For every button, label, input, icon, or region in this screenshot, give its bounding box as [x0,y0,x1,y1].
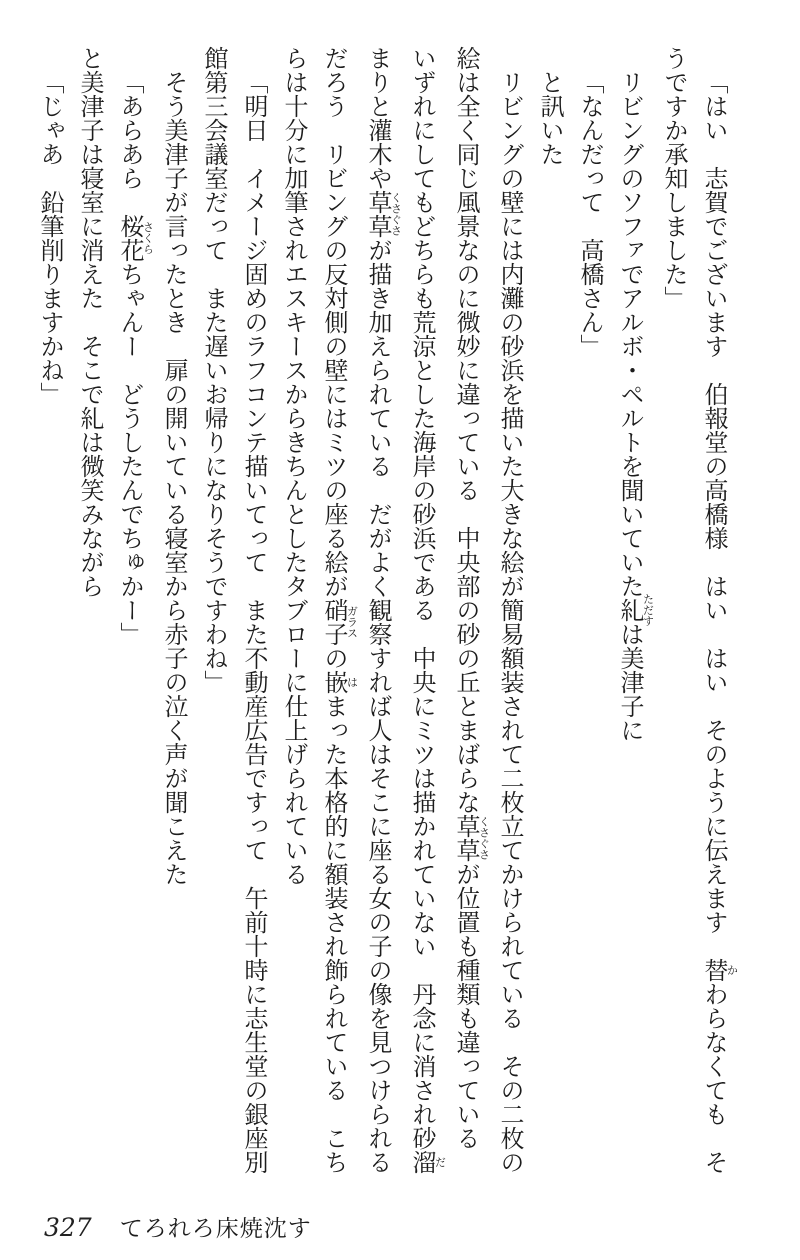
text-line: 絵は全く同じ風景なのに微妙に違っている 中央部の砂の丘とまばらな草草くさぐさが位置も種類も違っている [452,46,491,1150]
text-line: いずれにしてもどちらも荒涼とした海岸の砂浜である 中央にミツは描かれていない 丹念に消され砂溜だ [408,46,447,1174]
ruby-annotated-word: 替か [700,958,739,982]
ruby-annotated-word: 草草くさぐさ [452,814,491,862]
text-body [30,46,738,1186]
ruby-annotated-word: 糺ただす [616,593,655,627]
ruby-annotated-word: 桜花さくら [116,214,155,262]
text-line: と美津子は寝室に消えた そこで糺は微笑みながら [76,46,104,598]
page-footer [44,1210,312,1243]
text-line: 「はい 志賀でございます 伯報堂の高橋様 はい はい そのように伝えます 替かわらなくても そ [700,70,739,1174]
running-title: てろれろ床焼沈す [119,1216,312,1242]
text-line: リビングのソファでアルボ・ペルトを聞いていた糺ただすは美津子に [616,70,655,742]
text-line: 「あらあら 桜花さくらちゃんー どうしたんでちゅかー」 [116,70,155,646]
text-line: と訊いた [536,70,564,166]
ruby-annotated-word: 草草くさぐさ [364,190,403,238]
ruby-annotated-word: 硝子ガラス [320,598,359,646]
text-line: 「明日 イメージ固めのラフコンテ描いてって また不動産広告ですって 午前十時に志生堂の銀座別 [240,70,268,1174]
text-line: うですか承知しました」 [660,46,688,310]
text-line: 館第三会議室だって また遅いお帰りになりそうですわね」 [200,46,228,694]
text-line: 「じゃあ 鉛筆削りますかね」 [36,70,64,406]
text-line: らは十分に加筆されエスキースからきちんとしたタブローに仕上げられている [280,46,308,886]
text-line: リビングの壁には内灘の砂浜を描いた大きな絵が簡易額装されて二枚立てかけられている その二枚の [496,70,524,1174]
ruby-annotated-word: 溜だ [408,1150,447,1174]
text-line: 「なんだって 高橋さん」 [576,70,604,358]
text-line: そう美津子が言ったとき 扉の開いている寝室から赤子の泣く声が聞こえた [160,70,188,886]
ruby-annotated-word: 嵌は [320,670,359,694]
text-line: だろう リビングの反対側の壁にはミツの座る絵が硝子ガラスの嵌はまった本格的に額装され飾られている こち [320,46,359,1174]
text-line: まりと灌木や草草くさぐさが描き加えられている だがよく観察すれば人はそこに座る女の子の像を見つけられる [364,46,403,1174]
page-number: 327 [44,1213,92,1242]
